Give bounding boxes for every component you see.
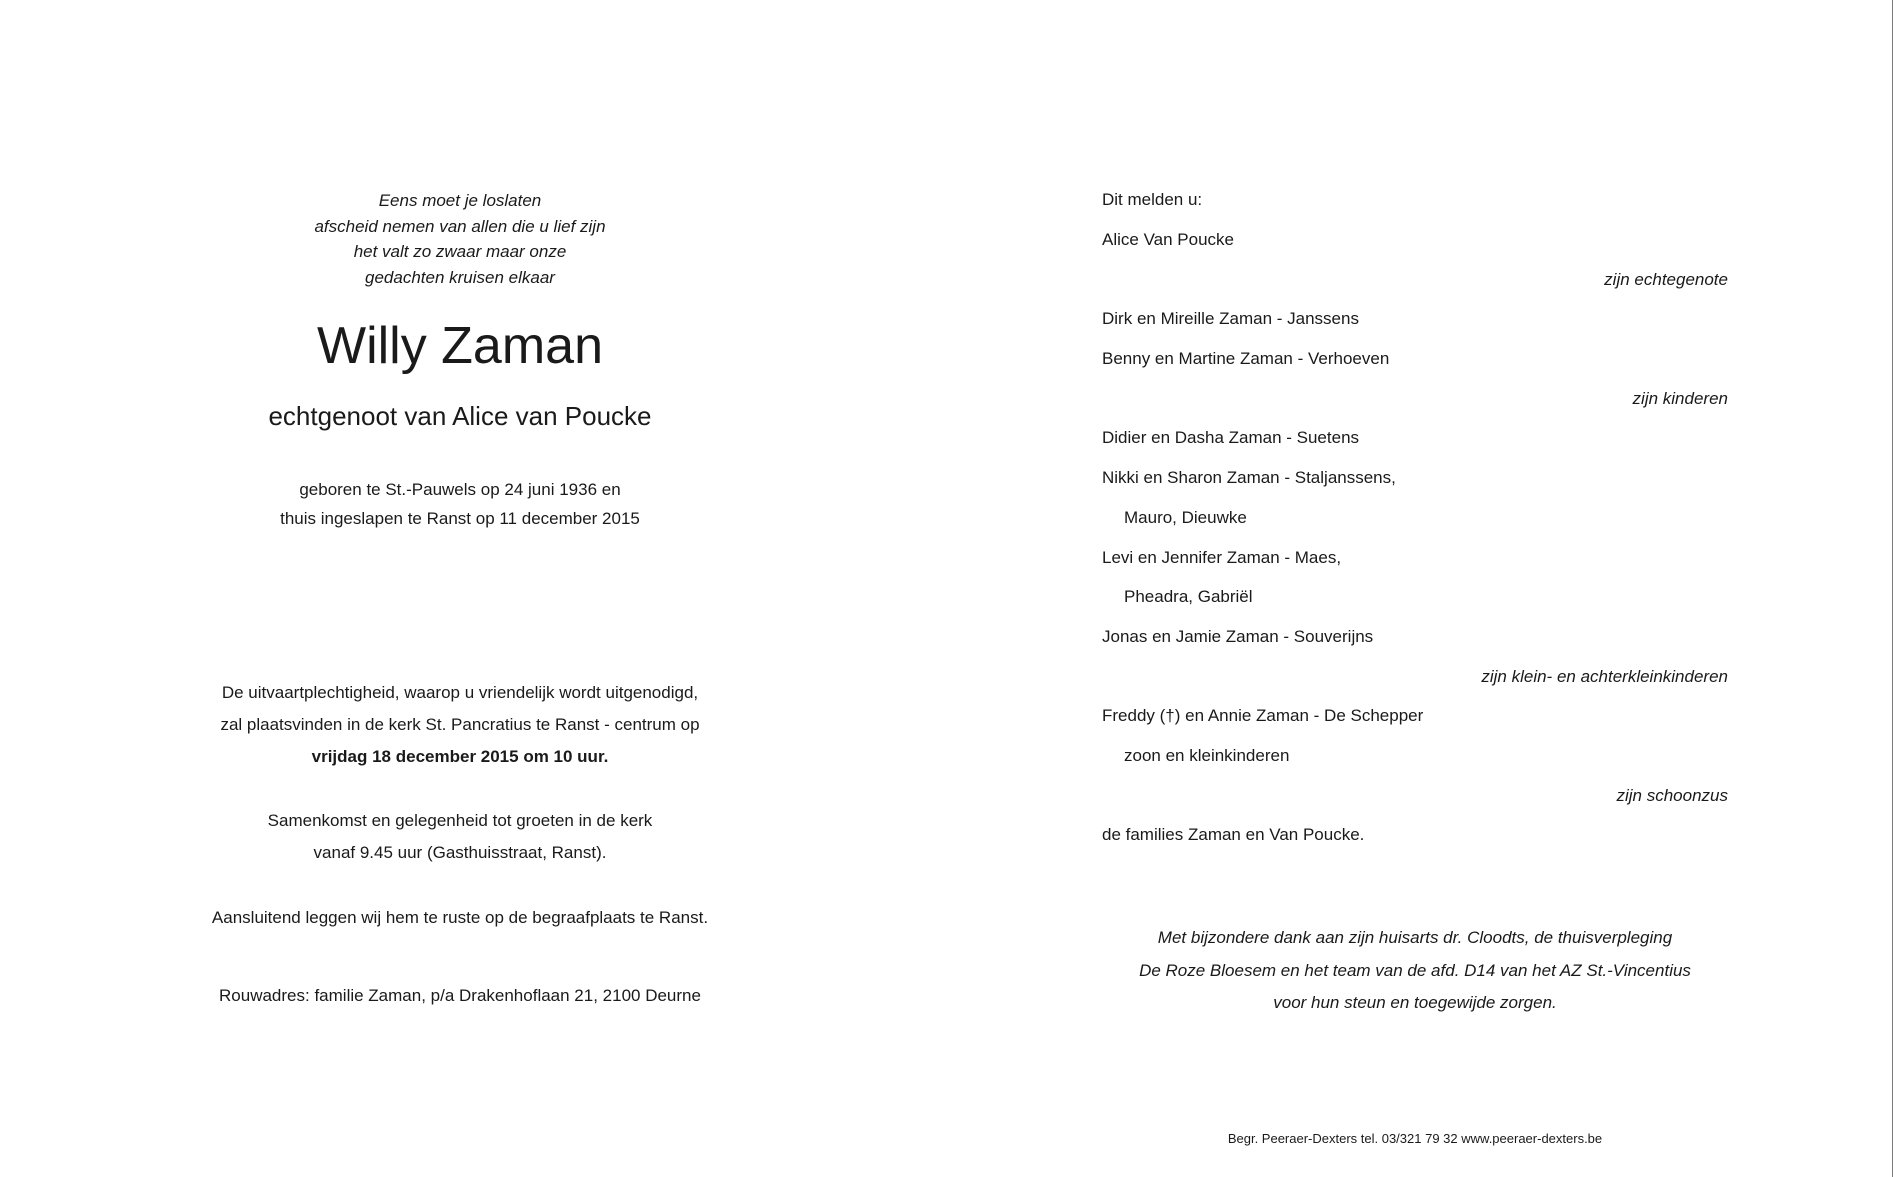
life-dates [160,475,760,533]
deceased-name: Willy Zaman [316,317,604,375]
gathering-line: vanaf 9.45 uur (Gasthuisstraat, Ranst). [313,843,607,862]
poem-line: gedachten kruisen elkaar [365,267,555,287]
funeral-home-footer [1102,1130,1728,1148]
family-member-line: Didier en Dasha Zaman - Suetens [1102,428,1360,448]
gathering-line: Samenkomst en gelegenheid tot groeten in de kerk [267,811,653,830]
relation-label: zijn kinderen [1632,388,1728,408]
family-member-line: Freddy (†) en Annie Zaman - De Schepper [1102,706,1424,726]
thanks-note [1102,922,1728,1020]
thanks-line: De Roze Bloesem en het team van de afd. D14 van het AZ St.-Vincentius [1139,960,1691,980]
family-member-line: Pheadra, Gabriël [1124,587,1253,607]
birth-line: geboren te St.-Pauwels op 24 juni 1936 en [299,480,621,499]
relation-label: zijn echtegenote [1604,269,1728,289]
family-member-line: zoon en kleinkinderen [1124,745,1290,765]
family-member-line: Dirk en Mireille Zaman - Janssens [1102,309,1359,329]
thanks-line: Met bijzondere dank aan zijn huisarts dr. Cloodts, de thuisverpleging [1157,928,1673,947]
poem-line: het valt zo zwaar maar onze [353,242,567,261]
relation-label: zijn klein- en achterkleinkinderen [1481,666,1728,686]
funeral-line: zal plaatsvinden in de kerk St. Pancratius te Ranst - centrum op [220,715,700,734]
family-member-line: Jonas en Jamie Zaman - Souverijns [1102,626,1374,646]
family-member-line: Nikki en Sharon Zaman - Staljanssens, [1102,468,1396,488]
family-member-line: Benny en Martine Zaman - Verhoeven [1102,349,1390,369]
family-member-line: Mauro, Dieuwke [1124,507,1247,527]
funeral-line: De uitvaartplechtigheid, waarop u vriendelijk wordt uitgenodigd, [221,683,699,702]
footer-text: Begr. Peeraer-Dexters tel. 03/321 79 32 www.peeraer-dexters.be [1227,1131,1603,1146]
relation-label: zijn schoonzus [1616,785,1728,805]
poem-line: afscheid nemen van allen die u lief zijn [314,216,606,236]
thanks-line: voor hun steun en toegewijde zorgen. [1273,993,1557,1012]
poem-line: Eens moet je loslaten [378,191,542,210]
family-member-line: Levi en Jennifer Zaman - Maes, [1102,547,1342,567]
funeral-date: vrijdag 18 december 2015 om 10 uur. [311,747,609,766]
funeral-announcement [160,677,760,773]
death-line: thuis ingeslapen te Ranst op 11 december 2015 [280,509,640,528]
family-member-line: Alice Van Poucke [1102,230,1234,249]
announcement-intro: Dit melden u: [1102,190,1203,209]
poem [160,188,760,290]
spouse-line: echtgenoot van Alice van Poucke [268,401,652,431]
gathering-info [160,805,760,869]
burial-info: Aansluitend leggen wij hem te ruste op de begraafplaats te Ranst. [211,908,709,927]
mourning-address: Rouwadres: familie Zaman, p/a Drakenhoflaan 21, 2100 Deurne [219,986,701,1005]
page-border-line [1892,0,1893,1177]
family-member-line: de families Zaman en Van Poucke. [1102,825,1365,845]
family-list [1102,226,1728,861]
